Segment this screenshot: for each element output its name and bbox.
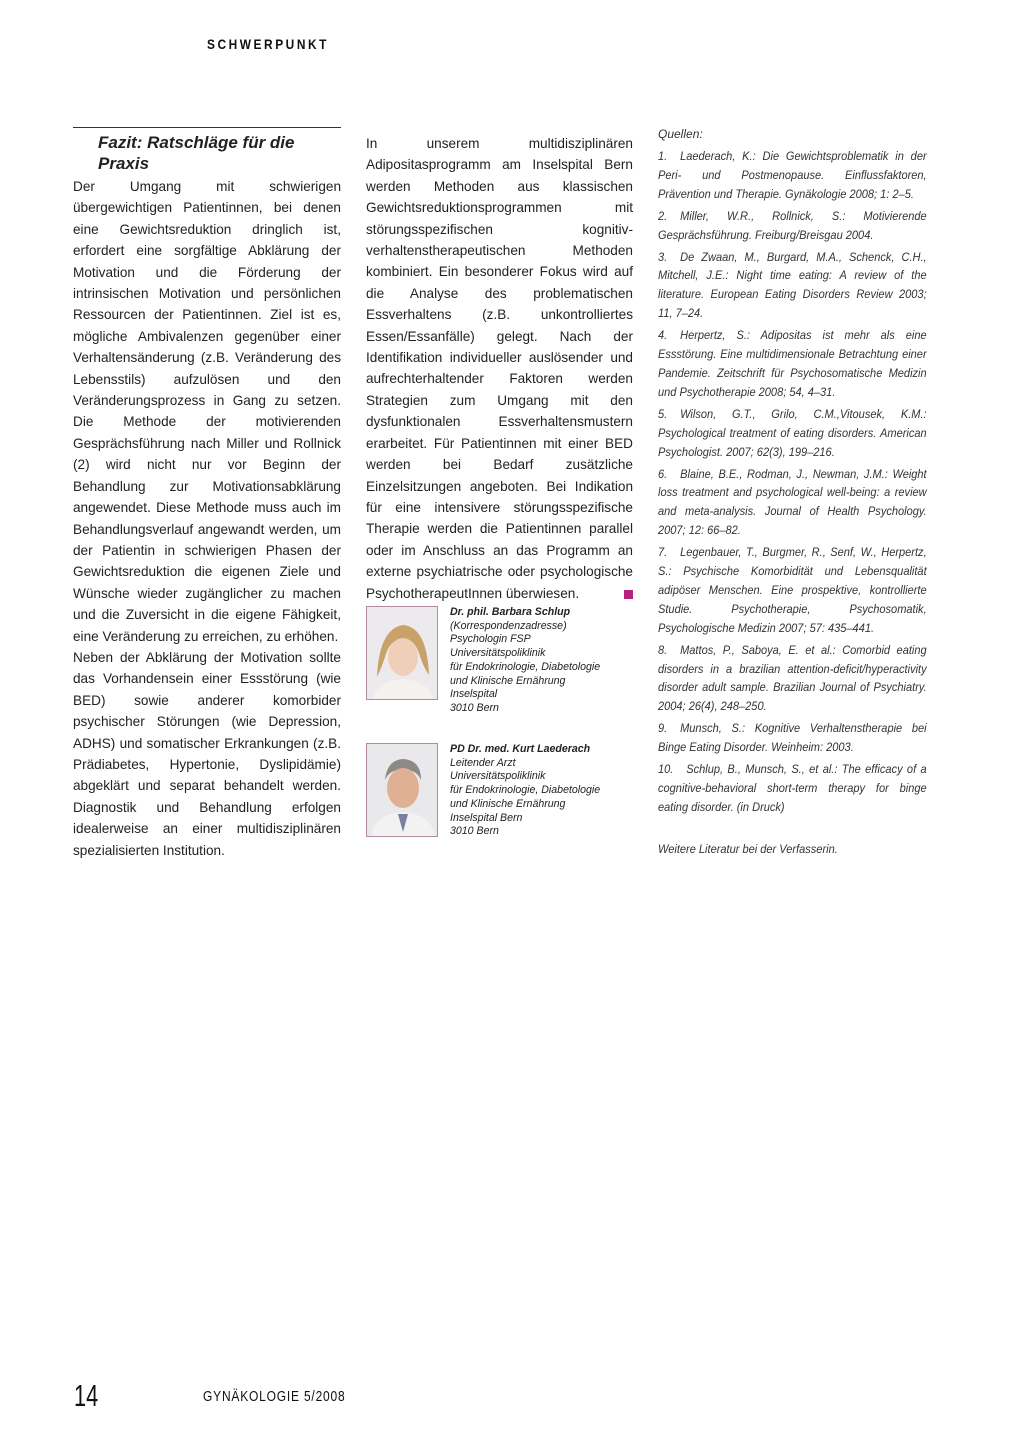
reference-item: 6. Blaine, B.E., Rodman, J., Newman, J.M.: Weight loss treatment and psychological well-being: a review and meta-analysis. Journal of Health Psychology. 2007; 12: 66–82. [658, 466, 927, 538]
reference-item: 8. Mattos, P., Saboya, E. et al.: Comorbid eating disorders in a brazilian attention-deficit/hyperactivity disorder adult sample. Brazilian Journal of Psychiatry. 2004; 26(4), 248–250. [658, 642, 927, 714]
author-info-laederach [450, 743, 640, 839]
author-line: Inselspital [450, 688, 498, 701]
author-line: Psychologin FSP [450, 633, 531, 646]
author-photo-schlup [366, 606, 438, 700]
author-name: PD Dr. med. Kurt Laederach [450, 743, 591, 755]
heading-rule [73, 127, 341, 128]
column-program [366, 133, 633, 604]
author-line: für Endokrinologie, Diabetologie [450, 660, 601, 673]
author-line: (Korrespondenzadresse) [450, 619, 567, 632]
author-line: und Klinische Ernährung [450, 674, 566, 687]
author-line: 3010 Bern [450, 825, 499, 838]
reference-item: 4. Herpertz, S.: Adipositas ist mehr als eine Essstörung. Eine multidimensionale Betrachtung einer Pandemie. Zeitschrift für Psychosomatische Medizin und Psychotherapie 2008; 54, 4–31. [658, 328, 927, 399]
references-title: Quellen: [658, 127, 703, 141]
reference-item: 1. Laederach, K.: Die Gewichtsproblematik in der Peri- und Postmenopause. Einflussfaktoren, Prävention und Therapie. Gynäkologie 2008; 1: 2–5. [658, 149, 927, 201]
reference-item: 7. Legenbauer, T., Burgmer, R., Senf, W., Herpertz, S.: Psychische Komorbidität und Lebensqualität adipöser Menschen. Eine prospektive, kontrollierte Studie. Psychotherapie, Psychosomatik, Psychologische Medizin 2007; 57: 435–441. [658, 545, 927, 635]
author-name: Dr. phil. Barbara Schlup [450, 606, 571, 618]
author-line: Leitender Arzt [450, 756, 516, 769]
author-line: Inselspital Bern [450, 811, 523, 824]
journal-issue: GYNÄKOLOGIE 5/2008 [203, 1388, 346, 1405]
conclusion-paragraph-1: Der Umgang mit schwierigen übergewichtigen Patientinnen, bei denen eine Gewichtsreduktion dringlich ist, erfordert eine sorgfältige Abklärung der Motivation und die Förderung der intrinsischen Motivation und persönlichen Ressourcen der Patientinnen. Ziel ist es, mögliche Ambivalenzen gegenüber einer Verhaltensänderung (z.B. Veränderung des Lebensstils) aufzulösen und den Veränderungsprozess in Gang zu setzen. Die Methode der motivierenden Gesprächsführung nach Miller und Rollnick (2) wird nicht nur vor Beginn der Behandlung zur Motivationsabklärung angewendet. Diese Methode muss auch im Behandlungsverlauf angewandt werden, um der Patientin in schwierigen Phasen der Gewichtsreduktion die eigenen Ziele und Wünsche wieder zugänglicher zu machen und die Zuversicht in die eigene Fähigkeit, eine Veränderung zu erreichen, zu erhöhen. [73, 179, 341, 644]
reference-item: 5. Wilson, G.T., Grilo, C.M.,Vitousek, K.M.: Psychological treatment of eating disorders. American Psychologist. 2007; 62(3), 199–216. [658, 406, 927, 459]
reference-item: 9. Munsch, S.: Kognitive Verhaltenstherapie bei Binge Eating Disorder. Weinheim: 2003. [658, 721, 927, 755]
reference-item: 10. Schlup, B., Munsch, S., et al.: The efficacy of a cognitive-behavioral short-term therapy for binge eating disorder. (in Druck) [658, 762, 927, 814]
author-line: und Klinische Ernährung [450, 797, 566, 810]
column-conclusion [73, 127, 341, 861]
end-of-article-mark [624, 590, 633, 599]
section-header: SCHWERPUNKT [207, 36, 329, 52]
author-info-schlup [450, 606, 640, 716]
program-paragraph: In unserem multidisziplinären Adipositasprogramm am Inselspital Bern werden Methoden aus klassischen Gewichtsreduktionsprogrammen mit störungsspezifischen kognitiv-verhaltenstherapeutischen Methoden kombiniert. Ein besonderer Fokus wird auf die Analyse des problematischen Essverhaltens (z.B. unkontrolliertes Essen/Essanfälle) gelegt. Nach der Identifikation individueller auslösender und aufrechterhaltender Faktoren werden Strategien zum Umgang mit den dysfunktionalen Essverhaltensmustern erarbeitet. Für Patientinnen mit einer BED werden bei Bedarf zusätzliche Einzelsitzungen angeboten. Bei Indikation für eine intensivere störungsspezifische Therapie werden die Patientinnen parallel oder im Anschluss an das Programm an externe psychiatrische oder psychologische PsychotherapeutInnen überwiesen. [366, 136, 633, 601]
further-literature-note: Weitere Literatur bei der Verfasserin. [658, 841, 838, 856]
conclusion-paragraph-2: Neben der Abklärung der Motivation sollte das Vorhandensein einer Essstörung (wie BED) sowie anderer komorbider psychischer Störungen (wie Depression, ADHS) und somatischer Erkrankungen (z.B. Prädiabetes, Hypertonie, Dyslipidämie) abgeklärt und separat behandelt werden. Diagnostik und Behandlung erfolgen idealerweise an einer multidisziplinären spezialisierten Institution. [73, 649, 341, 858]
author-photo-laederach [366, 743, 438, 837]
column-references [658, 125, 927, 859]
reference-item: 2. Miller, W.R., Rollnick, S.: Motivierende Gesprächsführung. Freiburg/Breisgau 2004. [658, 208, 927, 242]
conclusion-heading: Fazit: Ratschläge für die Praxis [98, 133, 295, 173]
author-line: Universitätspoliklinik [450, 647, 546, 660]
page-number: 14 [74, 1378, 99, 1413]
author-line: 3010 Bern [450, 701, 499, 714]
author-line: Universitätspoliklinik [450, 770, 546, 783]
reference-item: 3. De Zwaan, M., Burgard, M.A., Schenck, C.H., Mitchell, J.E.: Night time eating: A review of the literature. European Eating Disorders Review 2003; 11, 7–24. [658, 249, 927, 321]
author-line: für Endokrinologie, Diabetologie [450, 784, 601, 797]
